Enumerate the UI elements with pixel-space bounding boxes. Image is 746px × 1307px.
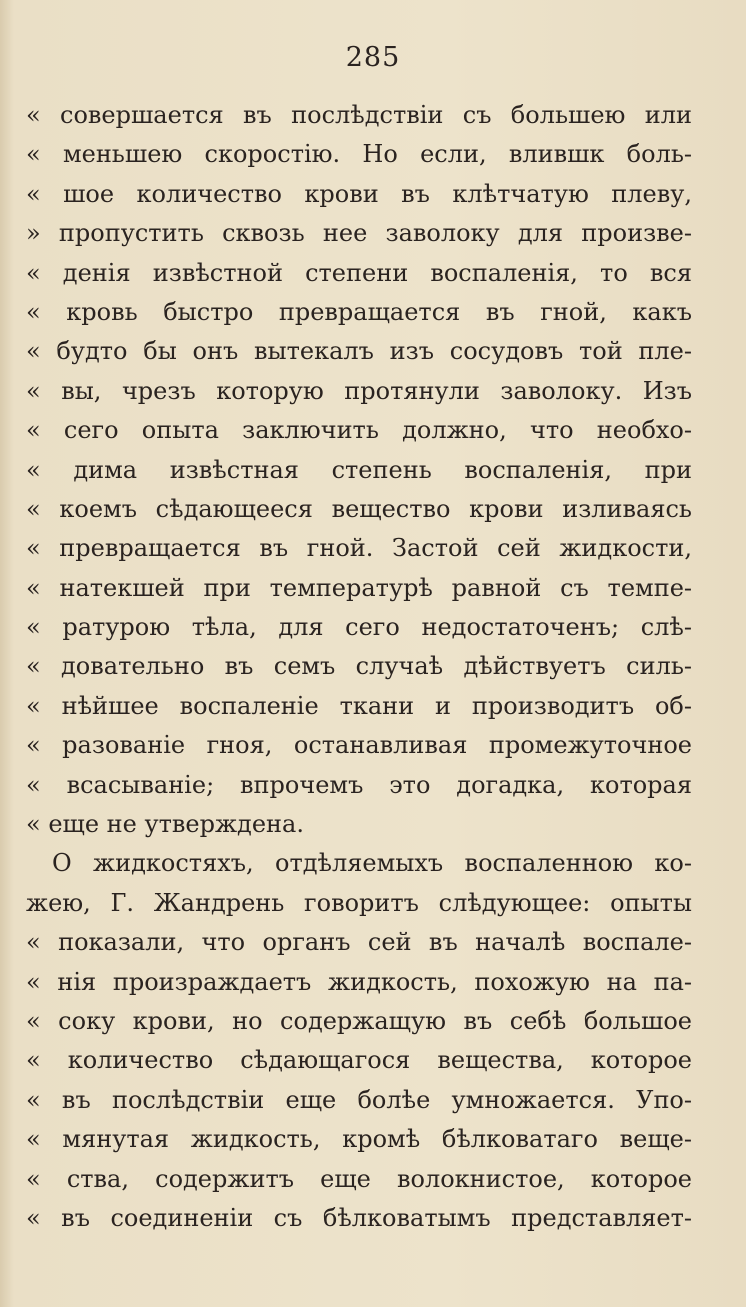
text-line: « кровь быстро превращается въ гной, какъ <box>26 297 692 326</box>
page-number: 285 <box>345 42 401 73</box>
paragraph-start-line: О жидкостяхъ, отдѣляемыхъ воспаленною ко- <box>52 849 692 878</box>
text-line: « денія извѣстной степени воспаленія, то вся <box>26 258 692 287</box>
text-line: « ства, содержитъ еще волокнистое, которое <box>26 1164 692 1193</box>
text-line: « вы, чрезъ которую протянули заволоку. Изъ <box>26 376 692 405</box>
text-line: « нія произраждаетъ жидкость, похожую на па- <box>26 967 692 996</box>
text-line: « всасываніе; впрочемъ это догадка, которая <box>26 770 692 799</box>
text-line: « мянутая жидкость, кромѣ бѣлковатаго веще- <box>26 1125 692 1154</box>
text-line: « шое количество крови въ клѣтчатую плеву, <box>26 179 692 208</box>
text-line: « будто бы онъ вытекалъ изъ сосудовъ той пле- <box>26 337 692 366</box>
text-line: « превращается въ гной. Застой сей жидкости, <box>26 534 692 563</box>
text-line: « разованіе гноя, останавливая промежуточное <box>26 731 692 760</box>
text-line: « ратурою тѣла, для сего недостаточенъ; слѣ- <box>26 613 692 642</box>
text-line: « еще не утверждена. <box>26 810 304 839</box>
text-line: « дима извѣстная степень воспаленія, при <box>26 455 692 484</box>
body-text <box>26 96 692 1238</box>
text-line: « натекшей при температурѣ равной съ темпе- <box>26 573 692 602</box>
text-line: « меньшею скоростію. Но если, влившк боль- <box>26 140 692 169</box>
text-line: « коемъ сѣдающееся вещество крови изливаясь <box>26 494 692 523</box>
text-line: жею, Г. Жандрень говоритъ слѣдующее: опыты <box>26 888 692 917</box>
text-line: « показали, что органъ сей въ началѣ воспале- <box>26 928 692 957</box>
text-line: « сего опыта заключить должно, что необхо- <box>26 416 692 445</box>
text-line: « въ послѣдствіи еще болѣе умножается. Упо- <box>26 1085 692 1114</box>
text-line: » пропустить сквозь нее заволоку для произве- <box>26 219 692 248</box>
text-line: « соку крови, но содержащую въ себѣ большое <box>26 1006 692 1035</box>
text-line: « совершается въ послѣдствіи съ большею или <box>26 101 692 129</box>
text-line: « количество сѣдающагося вещества, которое <box>26 1046 692 1075</box>
text-line: « въ соединеніи съ бѣлковатымъ представляет- <box>26 1203 692 1232</box>
text-line: « довательно въ семъ случаѣ дѣйствуетъ силь- <box>26 652 692 681</box>
text-line: « нѣйшее воспаленіе ткани и производитъ об- <box>26 691 692 720</box>
